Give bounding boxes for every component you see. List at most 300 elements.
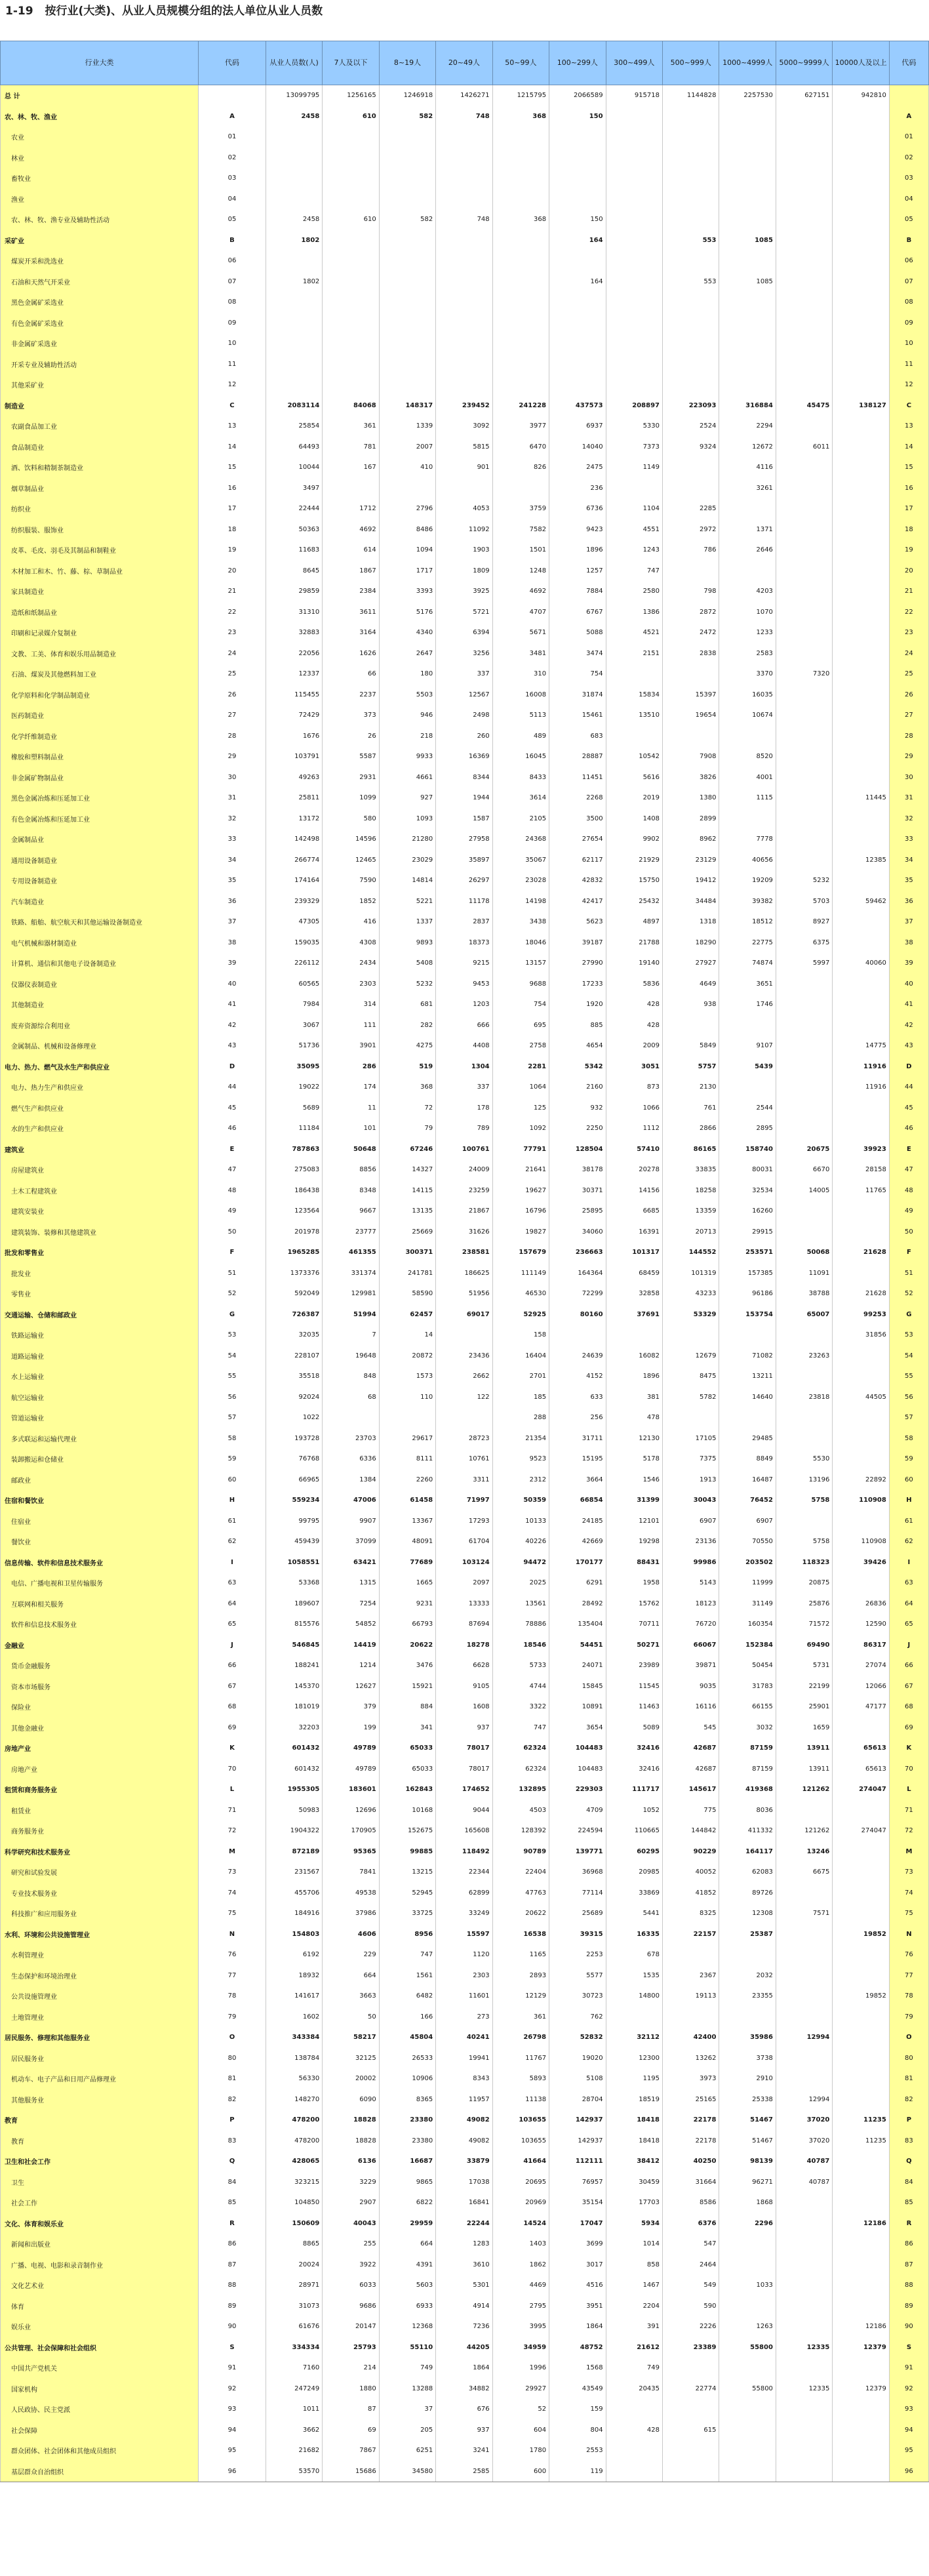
header-total: 从业人员数(人) — [266, 41, 322, 85]
industry-code: 41 — [199, 994, 266, 1015]
value-cell — [436, 478, 492, 499]
table-row — [1, 1180, 929, 1201]
industry-name: 医药制造业 — [1, 705, 199, 726]
industry-code-right: 41 — [889, 994, 928, 1015]
table-row — [1, 2131, 929, 2152]
table-row — [1, 746, 929, 767]
value-cell — [379, 478, 435, 499]
value-cell: 47305 — [266, 912, 322, 933]
value-cell: 45804 — [379, 2027, 435, 2048]
value-cell: 4503 — [492, 1800, 549, 1821]
value-cell: 3164 — [323, 622, 379, 643]
value-cell: 3229 — [323, 2172, 379, 2193]
value-cell — [323, 251, 379, 272]
value-cell: 2553 — [549, 2440, 606, 2461]
value-cell: 2662 — [436, 1366, 492, 1387]
value-cell — [776, 809, 832, 830]
value-cell: 5934 — [606, 2213, 662, 2234]
value-cell — [833, 1201, 889, 1222]
industry-code-right: F — [889, 1242, 928, 1263]
value-cell: 51467 — [719, 2110, 776, 2131]
industry-code-right: 57 — [889, 1407, 928, 1428]
value-cell — [323, 313, 379, 334]
value-cell: 66067 — [663, 1635, 719, 1656]
value-cell: 2294 — [719, 416, 776, 437]
value-cell: 14005 — [776, 1180, 832, 1201]
value-cell: 16487 — [719, 1470, 776, 1491]
value-cell: 50648 — [323, 1139, 379, 1160]
value-cell — [833, 705, 889, 726]
value-cell: 749 — [379, 2358, 435, 2379]
value-cell — [379, 1407, 435, 1428]
value-cell — [323, 148, 379, 169]
value-cell: 13099795 — [266, 85, 322, 106]
value-cell — [266, 374, 322, 395]
value-cell: 104483 — [549, 1759, 606, 1780]
value-cell — [776, 1222, 832, 1243]
industry-name: 居民服务业 — [1, 2048, 199, 2069]
value-cell: 2303 — [323, 974, 379, 995]
industry-code: 58 — [199, 1428, 266, 1449]
value-cell: 14 — [379, 1325, 435, 1346]
value-cell — [719, 292, 776, 313]
value-cell: 4521 — [606, 622, 662, 643]
value-cell: 1033 — [719, 2275, 776, 2296]
industry-code: 55 — [199, 1366, 266, 1387]
value-cell: 381 — [606, 1387, 662, 1408]
value-cell — [776, 168, 832, 189]
value-cell: 937 — [436, 1718, 492, 1739]
value-cell: 749 — [606, 2358, 662, 2379]
value-cell: 139771 — [549, 1841, 606, 1862]
value-cell: 40226 — [492, 1531, 549, 1552]
value-cell: 42417 — [549, 891, 606, 912]
value-cell: 4707 — [492, 602, 549, 623]
value-cell: 5221 — [379, 891, 435, 912]
industry-name: 批发业 — [1, 1263, 199, 1284]
value-cell: 48752 — [549, 2337, 606, 2358]
value-cell: 58590 — [379, 1283, 435, 1304]
value-cell: 33879 — [436, 2151, 492, 2172]
value-cell: 8520 — [719, 746, 776, 767]
value-cell: 20675 — [776, 1139, 832, 1160]
value-cell — [776, 581, 832, 602]
value-cell: 38788 — [776, 1283, 832, 1304]
value-cell: 170177 — [549, 1552, 606, 1573]
industry-name: 有色金属冶炼和压延加工业 — [1, 809, 199, 830]
value-cell: 16335 — [606, 1924, 662, 1945]
value-cell: 25854 — [266, 416, 322, 437]
value-cell: 6090 — [323, 2089, 379, 2110]
value-cell: 183601 — [323, 1779, 379, 1800]
value-cell — [776, 230, 832, 251]
value-cell: 22178 — [663, 2131, 719, 2152]
industry-code-right: 75 — [889, 1903, 928, 1924]
value-cell: 2083114 — [266, 395, 322, 416]
value-cell — [719, 2461, 776, 2482]
value-cell: 1195 — [606, 2068, 662, 2089]
value-cell: 4914 — [436, 2296, 492, 2317]
value-cell: 51467 — [719, 2131, 776, 2152]
value-cell: 62324 — [492, 1759, 549, 1780]
industry-name: 广播、电视、电影和录音制作业 — [1, 2255, 199, 2276]
value-cell: 35897 — [436, 850, 492, 871]
value-cell: 145370 — [266, 1676, 322, 1697]
industry-code: 19 — [199, 540, 266, 561]
industry-code-right: 04 — [889, 189, 928, 210]
value-cell: 8865 — [266, 2234, 322, 2255]
industry-code-right — [889, 85, 928, 106]
value-cell: 123564 — [266, 1201, 322, 1222]
value-cell: 664 — [379, 2234, 435, 2255]
industry-name: 石油、煤炭及其他燃料加工业 — [1, 664, 199, 685]
value-cell: 323215 — [266, 2172, 322, 2193]
table-row — [1, 994, 929, 1015]
value-cell: 62457 — [379, 1304, 435, 1325]
value-cell: 40787 — [776, 2172, 832, 2193]
industry-code: 24 — [199, 643, 266, 664]
industry-code: 26 — [199, 685, 266, 706]
industry-name: 废弃资源综合利用业 — [1, 1015, 199, 1036]
industry-code-right: 32 — [889, 809, 928, 830]
value-cell — [606, 374, 662, 395]
value-cell: 50068 — [776, 1242, 832, 1263]
value-cell — [719, 106, 776, 127]
value-cell: 5587 — [323, 746, 379, 767]
value-cell — [663, 2358, 719, 2379]
value-cell: 148317 — [379, 395, 435, 416]
table-row — [1, 2007, 929, 2028]
value-cell: 39426 — [833, 1552, 889, 1573]
value-cell: 14156 — [606, 1180, 662, 1201]
industry-code-right: 52 — [889, 1283, 928, 1304]
value-cell: 159035 — [266, 933, 322, 954]
industry-name: 社会工作 — [1, 2192, 199, 2213]
value-cell: 28723 — [436, 1428, 492, 1449]
industry-code-right: 21 — [889, 581, 928, 602]
header-size-10000: 10000人及以上 — [833, 41, 889, 85]
value-cell: 5408 — [379, 953, 435, 974]
value-cell: 32534 — [719, 1180, 776, 1201]
industry-code: P — [199, 2110, 266, 2131]
value-cell: 9044 — [436, 1800, 492, 1821]
value-cell — [833, 933, 889, 954]
value-cell: 9688 — [492, 974, 549, 995]
value-cell: 1408 — [606, 809, 662, 830]
value-cell: 748 — [436, 106, 492, 127]
table-row — [1, 1449, 929, 1470]
value-cell: 18258 — [663, 1180, 719, 1201]
value-cell — [833, 1800, 889, 1821]
value-cell: 66854 — [549, 1490, 606, 1511]
value-cell — [436, 272, 492, 292]
industry-code: 48 — [199, 1180, 266, 1201]
value-cell — [776, 1057, 832, 1077]
industry-code-right: 31 — [889, 788, 928, 809]
value-cell — [492, 333, 549, 354]
value-cell — [719, 726, 776, 747]
table-row — [1, 1944, 929, 1965]
value-cell: 2458 — [266, 209, 322, 230]
value-cell: 214 — [323, 2358, 379, 2379]
value-cell: 23028 — [492, 870, 549, 891]
value-cell — [776, 2316, 832, 2337]
value-cell: 7320 — [776, 664, 832, 685]
value-cell: 1064 — [492, 1077, 549, 1098]
value-cell: 119 — [549, 2461, 606, 2482]
value-cell — [663, 209, 719, 230]
industry-code-right: 81 — [889, 2068, 928, 2089]
value-cell — [379, 374, 435, 395]
value-cell — [719, 1015, 776, 1036]
value-cell: 5757 — [663, 1057, 719, 1077]
value-cell — [833, 540, 889, 561]
value-cell: 138784 — [266, 2048, 322, 2069]
value-cell — [833, 2151, 889, 2172]
value-cell — [776, 829, 832, 850]
value-cell: 478 — [606, 1407, 662, 1428]
value-cell: 1535 — [606, 1965, 662, 1986]
value-cell: 10761 — [436, 1449, 492, 1470]
value-cell — [776, 2420, 832, 2441]
value-cell: 2475 — [549, 457, 606, 478]
value-cell: 4654 — [549, 1036, 606, 1057]
value-cell: 3614 — [492, 788, 549, 809]
industry-name: 电气机械和器材制造业 — [1, 933, 199, 954]
table-row — [1, 1883, 929, 1904]
industry-name: 酒、饮料和精制茶制造业 — [1, 457, 199, 478]
value-cell — [266, 189, 322, 210]
value-cell: 4116 — [719, 457, 776, 478]
industry-code-right: 18 — [889, 519, 928, 540]
industry-name: 建筑安装业 — [1, 1201, 199, 1222]
industry-code: 96 — [199, 2461, 266, 2482]
value-cell: 11178 — [436, 891, 492, 912]
industry-code-right: 43 — [889, 1036, 928, 1057]
value-cell: 1112 — [606, 1118, 662, 1139]
value-cell: 260 — [436, 726, 492, 747]
value-cell: 4606 — [323, 1924, 379, 1945]
industry-code-right: C — [889, 395, 928, 416]
value-cell — [719, 2296, 776, 2317]
header-size-7: 7人及以下 — [323, 41, 379, 85]
value-cell: 3322 — [492, 1697, 549, 1718]
value-cell — [776, 2007, 832, 2028]
table-row — [1, 809, 929, 830]
industry-name: 黑色金属矿采选业 — [1, 292, 199, 313]
value-cell — [776, 292, 832, 313]
industry-code: 68 — [199, 1697, 266, 1718]
value-cell: 3663 — [323, 1986, 379, 2007]
value-cell: 138127 — [833, 395, 889, 416]
value-cell: 110665 — [606, 1821, 662, 1841]
value-cell: 5330 — [606, 416, 662, 437]
industry-code: 13 — [199, 416, 266, 437]
value-cell: 4897 — [606, 912, 662, 933]
value-cell: 39871 — [663, 1655, 719, 1676]
value-cell: 10674 — [719, 705, 776, 726]
industry-code-right: 87 — [889, 2255, 928, 2276]
value-cell: 68 — [323, 1387, 379, 1408]
value-cell: 1864 — [436, 2358, 492, 2379]
value-cell: 20622 — [492, 1903, 549, 1924]
industry-name: 汽车制造业 — [1, 891, 199, 912]
value-cell: 162843 — [379, 1779, 435, 1800]
value-cell: 184916 — [266, 1903, 322, 1924]
value-cell: 239452 — [436, 395, 492, 416]
value-cell: 12994 — [776, 2027, 832, 2048]
industry-name: 人民政协、民主党派 — [1, 2399, 199, 2420]
value-cell: 60295 — [606, 1841, 662, 1862]
value-cell — [833, 1718, 889, 1739]
value-cell: 1602 — [266, 2007, 322, 2028]
value-cell — [606, 272, 662, 292]
value-cell: 1052 — [606, 1800, 662, 1821]
industry-code: H — [199, 1490, 266, 1511]
value-cell — [719, 1325, 776, 1346]
value-cell — [719, 313, 776, 334]
value-cell: 927 — [379, 788, 435, 809]
industry-name: 皮革、毛皮、羽毛及其制品和制鞋业 — [1, 540, 199, 561]
value-cell: 789 — [436, 1118, 492, 1139]
industry-code: 21 — [199, 581, 266, 602]
industry-code: 92 — [199, 2379, 266, 2400]
value-cell: 341 — [379, 1718, 435, 1739]
value-cell: 2260 — [379, 1470, 435, 1491]
industry-code: D — [199, 1057, 266, 1077]
table-row — [1, 272, 929, 292]
value-cell: 1380 — [663, 788, 719, 809]
value-cell — [606, 664, 662, 685]
table-row — [1, 1965, 929, 1986]
industry-code: L — [199, 1779, 266, 1800]
value-cell: 43549 — [549, 2379, 606, 2400]
industry-code: 44 — [199, 1077, 266, 1098]
value-cell — [833, 2440, 889, 2461]
value-cell: 30371 — [549, 1180, 606, 1201]
industry-name: 卫生 — [1, 2172, 199, 2193]
value-cell — [663, 478, 719, 499]
value-cell: 23259 — [436, 1180, 492, 1201]
value-cell: 66793 — [379, 1614, 435, 1635]
value-cell: 16045 — [492, 746, 549, 767]
value-cell: 1371 — [719, 519, 776, 540]
industry-name: 科技推广和应用服务业 — [1, 1903, 199, 1924]
industry-code: 63 — [199, 1573, 266, 1594]
value-cell: 13211 — [719, 1366, 776, 1387]
value-cell: 170905 — [323, 1821, 379, 1841]
value-cell: 25165 — [663, 2089, 719, 2110]
industry-code-right: 29 — [889, 746, 928, 767]
value-cell: 2105 — [492, 809, 549, 830]
industry-code-right: 86 — [889, 2234, 928, 2255]
value-cell: 30043 — [663, 1490, 719, 1511]
value-cell: 16538 — [492, 1924, 549, 1945]
value-cell: 14596 — [323, 829, 379, 850]
value-cell: 4661 — [379, 767, 435, 788]
value-cell — [833, 912, 889, 933]
industry-code: 18 — [199, 519, 266, 540]
industry-name: 住宿业 — [1, 1511, 199, 1532]
value-cell — [663, 1407, 719, 1428]
value-cell — [833, 1222, 889, 1243]
value-cell: 4152 — [549, 1366, 606, 1387]
value-cell: 20024 — [266, 2255, 322, 2276]
value-cell: 35067 — [492, 850, 549, 871]
value-cell: 111149 — [492, 1263, 549, 1284]
value-cell — [833, 1573, 889, 1594]
table-row — [1, 1428, 929, 1449]
table-row — [1, 622, 929, 643]
value-cell: 19654 — [663, 705, 719, 726]
value-cell: 33725 — [379, 1903, 435, 1924]
value-cell: 144842 — [663, 1821, 719, 1841]
value-cell: 610 — [323, 209, 379, 230]
value-cell: 56330 — [266, 2068, 322, 2089]
industry-name: 机动车、电子产品和日用产品修理业 — [1, 2068, 199, 2089]
value-cell: 10906 — [379, 2068, 435, 2089]
table-row — [1, 767, 929, 788]
value-cell: 29927 — [492, 2379, 549, 2400]
table-row — [1, 1407, 929, 1428]
value-cell: 478200 — [266, 2110, 322, 2131]
value-cell: 601432 — [266, 1738, 322, 1759]
value-cell: 12335 — [776, 2337, 832, 2358]
value-cell: 167 — [323, 457, 379, 478]
table-row — [1, 2296, 929, 2317]
table-row — [1, 974, 929, 995]
value-cell: 8111 — [379, 1449, 435, 1470]
value-cell: 21628 — [833, 1283, 889, 1304]
value-cell: 9523 — [492, 1449, 549, 1470]
value-cell: 42687 — [663, 1738, 719, 1759]
value-cell: 747 — [606, 561, 662, 582]
value-cell: 21354 — [492, 1428, 549, 1449]
value-cell — [266, 333, 322, 354]
value-cell: 2837 — [436, 912, 492, 933]
industry-code: 34 — [199, 850, 266, 871]
value-cell: 29485 — [719, 1428, 776, 1449]
value-cell: 185 — [492, 1387, 549, 1408]
industry-code: 82 — [199, 2089, 266, 2110]
industry-code-right: 58 — [889, 1428, 928, 1449]
value-cell — [323, 168, 379, 189]
value-cell — [776, 457, 832, 478]
value-cell — [492, 251, 549, 272]
value-cell: 1780 — [492, 2440, 549, 2461]
industry-name: 电力、热力、燃气及水生产和供应业 — [1, 1057, 199, 1077]
value-cell: 110 — [379, 1387, 435, 1408]
industry-code: 02 — [199, 148, 266, 169]
value-cell: 23380 — [379, 2131, 435, 2152]
value-cell: 98139 — [719, 2151, 776, 2172]
value-cell: 45475 — [776, 395, 832, 416]
value-cell: 22178 — [663, 2110, 719, 2131]
industry-code-right: 68 — [889, 1697, 928, 1718]
value-cell: 2646 — [719, 540, 776, 561]
table-row — [1, 168, 929, 189]
industry-code: 51 — [199, 1263, 266, 1284]
value-cell — [436, 1325, 492, 1346]
industry-code: 67 — [199, 1676, 266, 1697]
industry-code-right: 47 — [889, 1159, 928, 1180]
value-cell: 461355 — [323, 1242, 379, 1263]
industry-code-right: 08 — [889, 292, 928, 313]
value-cell: 428 — [606, 994, 662, 1015]
value-cell: 32416 — [606, 1738, 662, 1759]
value-cell — [833, 1449, 889, 1470]
industry-name: 农、林、牧、渔专业及辅助性活动 — [1, 209, 199, 230]
